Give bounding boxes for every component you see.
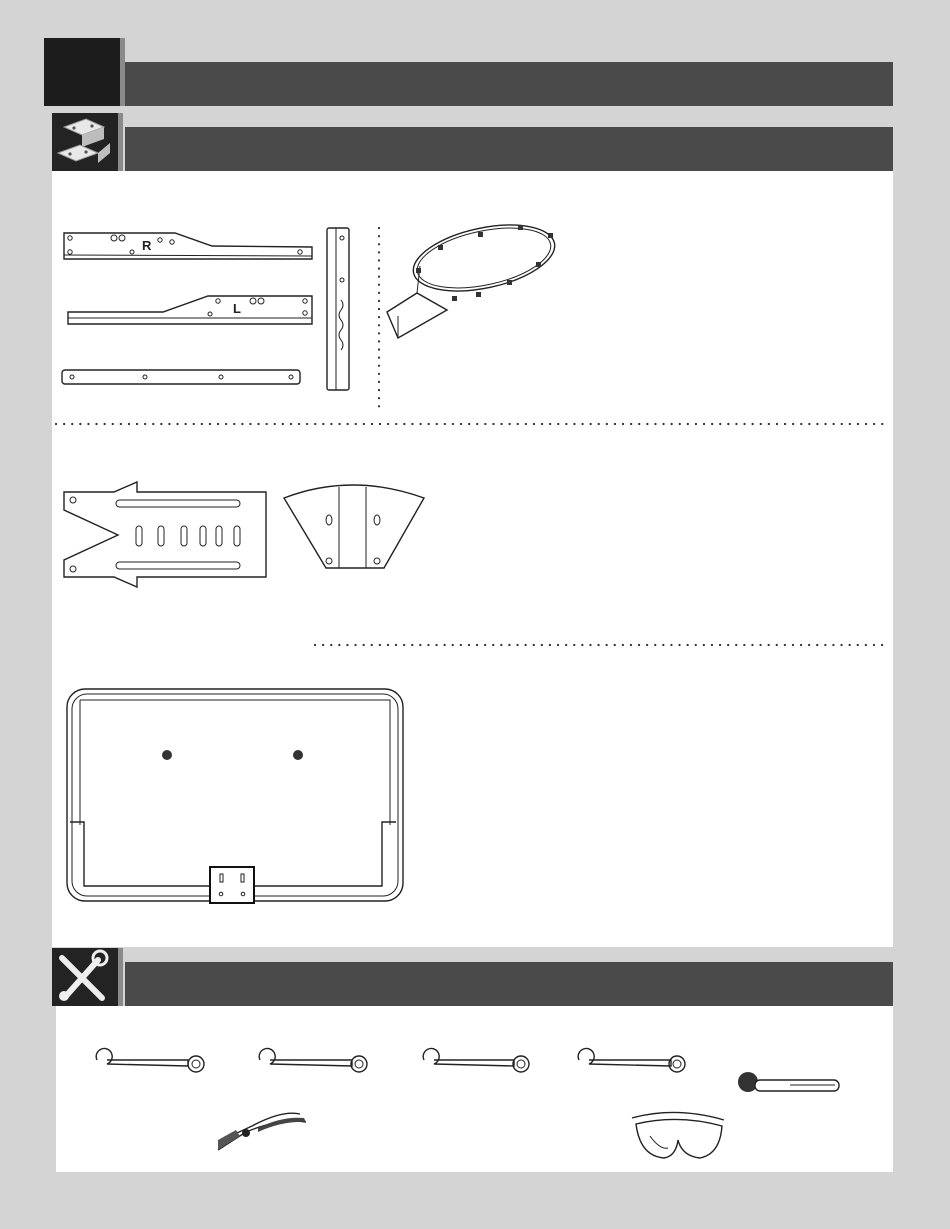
right-arm-label: R xyxy=(142,238,152,253)
wrench-3-icon xyxy=(423,1049,529,1072)
pliers-icon xyxy=(218,1113,306,1150)
left-arm-label: L xyxy=(233,301,241,316)
ratchet-icon xyxy=(738,1072,839,1092)
wrench-4-icon xyxy=(578,1049,685,1072)
safety-glasses-icon xyxy=(632,1112,724,1158)
wrench-2-icon xyxy=(259,1049,367,1072)
wrench-1-icon xyxy=(96,1049,204,1072)
